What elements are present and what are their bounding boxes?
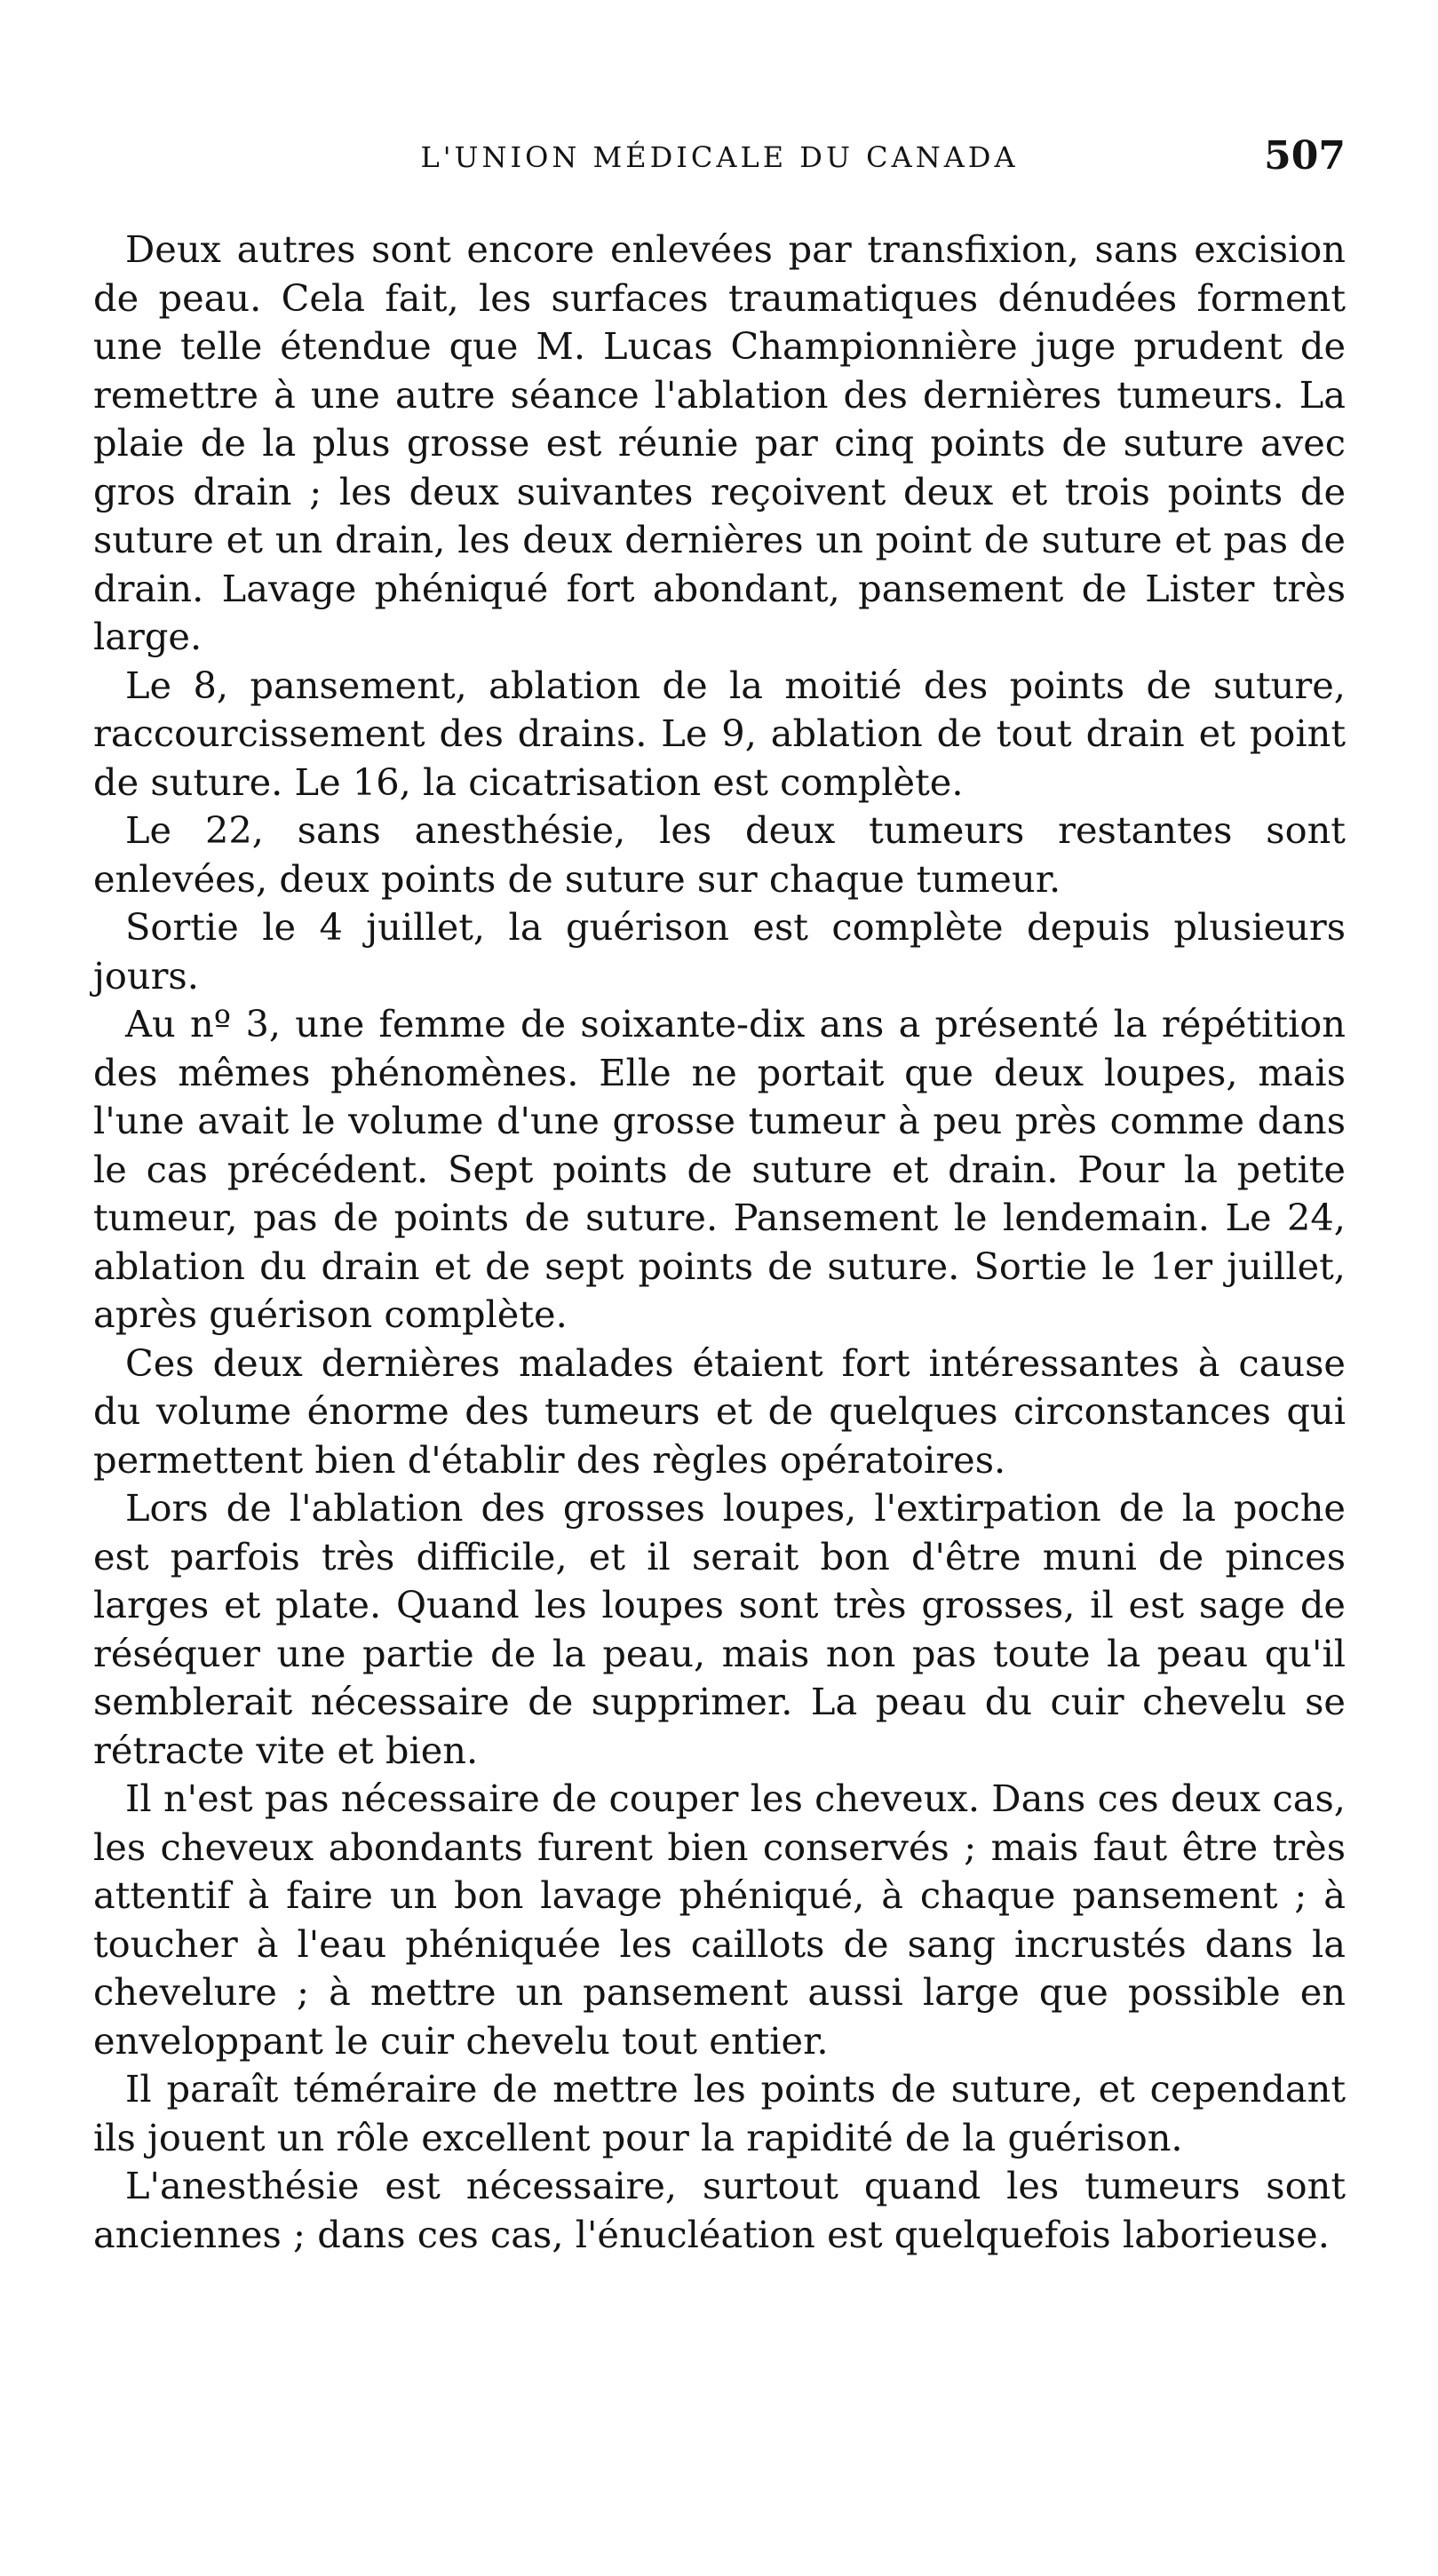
journal-title: L'UNION MÉDICALE DU CANADA: [420, 140, 1019, 174]
paragraph: Sortie le 4 juillet, la guérison est complète depuis plusieurs jours.: [93, 905, 1346, 998]
page: [93, 133, 1346, 2259]
paragraph: Le 8, pansement, ablation de la moitié des points de suture, raccourcissement des drains. Le 9, ablation de tout drain et point de suture. Le 16, la cicatrisation est complète.: [93, 663, 1346, 804]
paragraph: Il n'est pas nécessaire de couper les cheveux. Dans ces deux cas, les cheveux abondants furent bien conservés ; mais faut être très attentif à faire un bon lavage phéniqué, à chaque pansement ; à toucher à l'eau phéniquée les caillots de sang incrustés dans la chevelure ; à mettre un pansement aussi large que possible en enveloppant le cuir chevelu tout entier.: [93, 1777, 1346, 2063]
running-header: [93, 133, 1346, 195]
paragraph: Au nº 3, une femme de soixante-dix ans a présenté la répétition des mêmes phénomènes. Elle ne portait que deux loupes, mais l'une avait le volume d'une grosse tumeur à peu près comme dans le cas précédent. Sept points de suture et drain. Pour la petite tumeur, pas de points de suture. Pansement le lendemain. Le 24, ablation du drain et de sept points de suture. Sortie le 1er juillet, après guérison complète.: [93, 1002, 1346, 1336]
paragraph: Lors de l'ablation des grosses loupes, l'extirpation de la poche est parfois très difficile, et il serait bon d'être muni de pinces larges et plate. Quand les loupes sont très grosses, il est sage de réséquer une partie de la peau, mais non pas toute la peau qu'il semblerait nécessaire de supprimer. La peau du cuir chevelu se rétracte vite et bien.: [93, 1486, 1346, 1772]
paragraph: Le 22, sans anesthésie, les deux tumeurs restantes sont enlevées, deux points de suture sur chaque tumeur.: [93, 808, 1346, 901]
paragraph: L'anesthésie est nécessaire, surtout quand les tumeurs sont anciennes ; dans ces cas, l'énucléation est quelquefois laborieuse.: [93, 2164, 1346, 2256]
paragraph: Ces deux dernières malades étaient fort intéressantes à cause du volume énorme des tumeurs et de quelques circonstances qui permettent bien d'établir des règles opératoires.: [93, 1340, 1346, 1482]
paragraph: Deux autres sont encore enlevées par transfixion, sans excision de peau. Cela fait, les surfaces traumatiques dénudées forment une telle étendue que M. Lucas Championnière juge prudent de remettre à une autre séance l'ablation des dernières tumeurs. La plaie de la plus grosse est réunie par cinq points de suture avec gros drain ; les deux suivantes reçoivent deux et trois points de suture et un drain, les deux dernières un point de suture et pas de drain. Lavage phéniqué fort abondant, pansement de Lister très large.: [93, 227, 1346, 658]
page-number: 507: [1264, 133, 1346, 179]
paragraph: Il paraît téméraire de mettre les points de suture, et cependant ils jouent un rôle excellent pour la rapidité de la guérison.: [93, 2067, 1346, 2159]
article-body: [93, 226, 1346, 2259]
